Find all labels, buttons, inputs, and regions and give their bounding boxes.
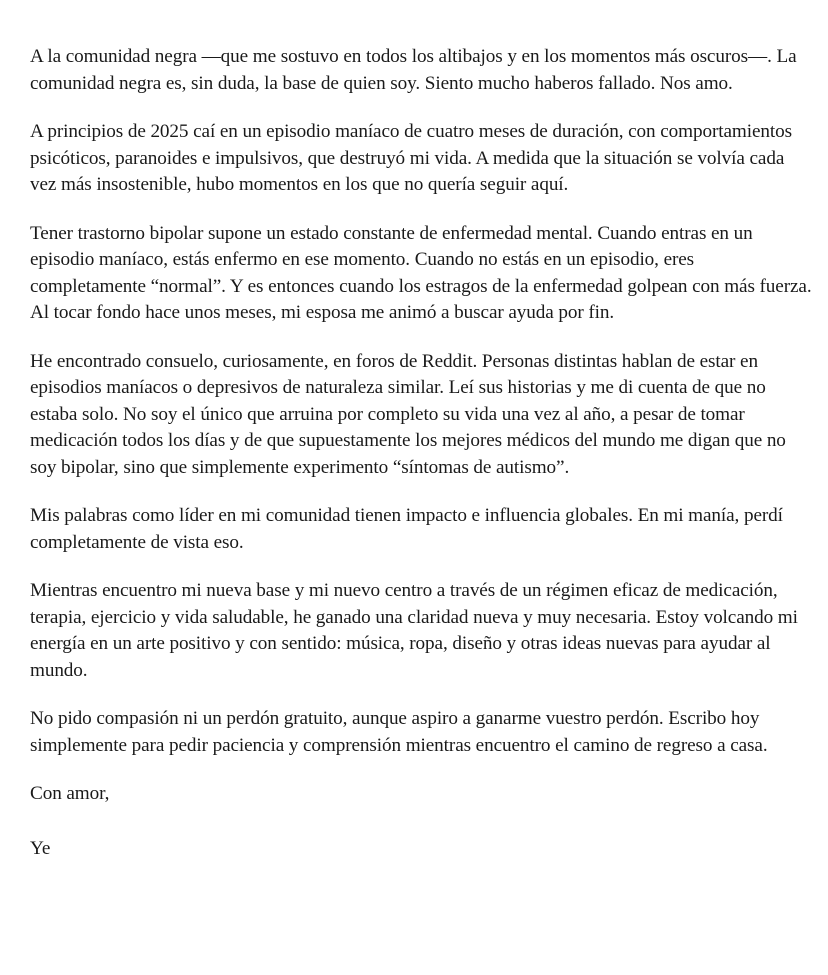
paragraph-reddit-forums: He encontrado consuelo, curiosamente, en foros de Reddit. Personas distintas hablan de estar en episodios maníacos o depresivos de naturaleza similar. Leí sus historias y me di cuenta de que no estaba solo. No soy el único que arruina por completo su vida una vez al año, a pesar de tomar medicación todos los días y de que supuestamente los mejores médicos del mundo me digan que no soy bipolar, sino que simplemente experimento “síntomas de autismo”. xyxy=(30,350,786,478)
paragraph-dedication: A la comunidad negra —que me sostuvo en todos los altibajos y en los momentos más oscuros—. La comunidad negra es, sin duda, la base de quien soy. Siento mucho haberos fallado. Nos amo. xyxy=(30,46,797,94)
signature: Ye xyxy=(30,837,51,859)
paragraph-request-patience: No pido compasión ni un perdón gratuito, aunque aspiro a ganarme vuestro perdón. Escribo hoy simplemente para pedir paciencia y comprensión mientras encuentro el camino de regreso a casa. xyxy=(30,708,768,756)
letter-body xyxy=(30,44,812,884)
paragraph-new-base: Mientras encuentro mi nueva base y mi nuevo centro a través de un régimen eficaz de medicación, terapia, ejercicio y vida saludable, he ganado una claridad nueva y muy necesaria. Estoy volcando mi energía en un arte positivo y con sentido: música, ropa, diseño y otras ideas nuevas para ayudar al mundo. xyxy=(30,580,798,681)
closing-line: Con amor, xyxy=(30,783,110,804)
paragraph-manic-episode: A principios de 2025 caí en un episodio maníaco de cuatro meses de duración, con comportamientos psicóticos, paranoides e impulsivos, que destruyó mi vida. A medida que la situación se volvía cada vez más insostenible, hubo momentos en los que no quería seguir aquí. xyxy=(30,121,792,195)
paragraph-leadership-words: Mis palabras como líder en mi comunidad tienen impacto e influencia globales. En mi manía, perdí completamente de vista eso. xyxy=(30,505,783,553)
paragraph-bipolar-disorder: Tener trastorno bipolar supone un estado constante de enfermedad mental. Cuando entras en un episodio maníaco, estás enfermo en ese momento. Cuando no estás en un episodio, eres completamente “normal”. Y es entonces cuando los estragos de la enfermedad golpean con más fuerza. Al tocar fondo hace unos meses, mi esposa me animó a buscar ayuda por fin. xyxy=(30,222,812,323)
